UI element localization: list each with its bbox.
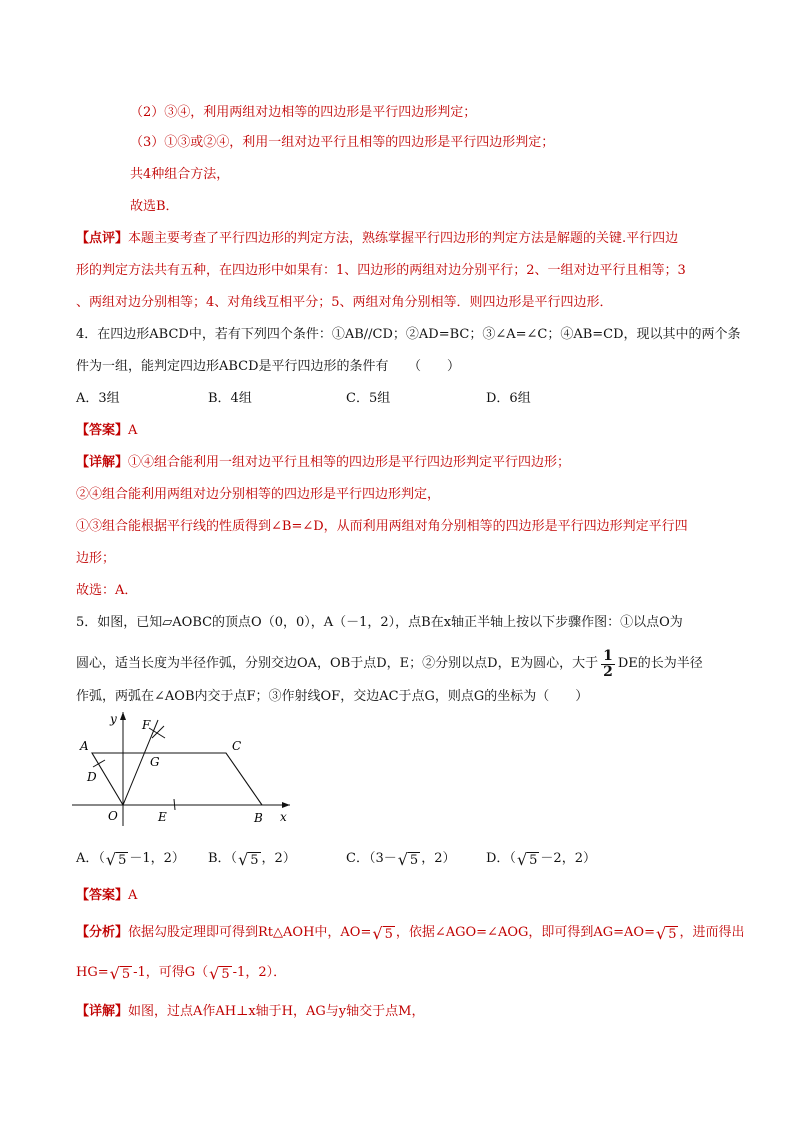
q5-option-c — [346, 850, 455, 868]
q4-detail-text-1: ①④组合能利用一组对边平行且相等的四边形是平行四边形判定平行四边形； — [128, 455, 571, 470]
radicand: 5 — [250, 853, 259, 868]
q5-analysis-line-2 — [76, 964, 286, 982]
q4-option-a: A．3组 — [76, 391, 120, 406]
q5-option-c-pre: C．（3－ — [346, 851, 397, 866]
q5-option-b-pre: B．（ — [208, 851, 238, 866]
sqrt-symbol: √ 5 — [372, 924, 393, 943]
q5-stem-line-2-text-a: 圆心，适当长度为半径作弧，分别交边OA，OB于点D，E；②分别以点D，E为圆心，大于 — [76, 656, 599, 671]
q5-option-a — [76, 850, 185, 868]
sqrt-symbol: √ 5 — [516, 850, 538, 869]
q5-stem-line-2-text-b: DE的长为半径 — [617, 656, 703, 671]
q5-option-c-post: ，2） — [421, 851, 456, 866]
label-g: G — [150, 755, 160, 769]
comment-text-1: 本题主要考查了平行四边形的判定方法，熟练掌握平行四边形的判定方法是解题的关键.平行四边 — [128, 231, 679, 246]
label-a: A — [80, 739, 89, 753]
parallelogram-figure — [60, 708, 300, 832]
q4-answer-tag: 【答案】 — [76, 423, 129, 438]
q5-detail-line-1 — [76, 1003, 424, 1021]
sqrt-symbol: √ 5 — [397, 850, 419, 869]
q5-stem-line-3: 作弧，两弧在∠AOB内交于点F；③作射线OF，交边AC于点G，则点G的坐标为（ ） — [76, 689, 589, 704]
q5-option-a-pre: A．（ — [76, 851, 105, 866]
q4-detail-line-2: ②④组合能利用两组对边分别相等的四边形是平行四边形判定， — [76, 487, 441, 502]
q5-answer — [76, 887, 137, 905]
comment-line-3: 、两组对边分别相等；4、对角线互相平分；5、两组对角分别相等．则四边形是平行四边形． — [76, 295, 613, 310]
label-f: F — [142, 718, 151, 732]
q4-stem-line-2: 件为一组，能判定四边形ABCD是平行四边形的条件有 （ ） — [76, 359, 461, 374]
q5-detail-tag: 【详解】 — [76, 1004, 129, 1019]
comment-line-1 — [76, 230, 678, 248]
radicand: 5 — [118, 853, 127, 868]
q5-analysis-2a: HG= — [76, 965, 109, 980]
sqrt-symbol: √ 5 — [656, 924, 677, 943]
label-c: C — [232, 739, 242, 753]
parallelogram-outline — [92, 753, 262, 805]
radicand: 5 — [409, 853, 419, 868]
q5-detail-text-1: 如图，过点A作AH⊥x轴于H，AG与y轴交于点M， — [128, 1004, 425, 1019]
q5-analysis-1b: ，依据∠AGO=∠AOG，即可得到AG=AO= — [395, 925, 655, 940]
q4-answer-value: A — [128, 423, 138, 438]
q4-detail-line-4: 边形； — [76, 551, 116, 566]
q4-conclusion: 故选：A． — [76, 583, 138, 598]
y-axis-arrow-icon — [120, 712, 126, 720]
sqrt-symbol: √ 5 — [109, 964, 131, 983]
sqrt-symbol: √ 5 — [209, 964, 230, 983]
label-e: E — [158, 810, 167, 824]
comment-tag: 【点评】 — [76, 231, 129, 246]
q4-stem-line-1: 4．在四边形ABCD中，若有下列四个条件：①AB//CD；②AD=BC；③∠A=∠C；④AB=CD，现以其中的两个条 — [76, 327, 741, 342]
q5-option-a-post: －1，2） — [129, 851, 185, 866]
arc-mark-e — [174, 799, 175, 810]
fraction-denominator: 2 — [603, 663, 613, 680]
q5-stem-line-2 — [76, 646, 703, 682]
prev-solution-line-3: （3）①③或②④，利用一组对边平行且相等的四边形是平行四边形判定； — [130, 135, 555, 150]
sqrt-symbol: √ 5 — [238, 850, 259, 869]
radicand: 5 — [529, 853, 538, 868]
q5-answer-value: A — [128, 888, 138, 903]
q5-answer-tag: 【答案】 — [76, 888, 129, 903]
label-y: y — [110, 712, 117, 726]
prev-solution-line-4: 共4种组合方法， — [130, 167, 230, 182]
q5-analysis-1a: 依据勾股定理即可得到Rt△AOH中，AO= — [128, 925, 372, 940]
q5-stem-line-1: 5．如图，已知▱AOBC的顶点O（0，0），A（－1，2），点B在x轴正半轴上按以下步骤作图：①以点O为 — [76, 615, 683, 630]
q5-option-b-post: ，2） — [261, 851, 296, 866]
q4-detail-line-3: ①③组合能根据平行线的性质得到∠B=∠D，从而利用两组对角分别相等的四边形是平行四边形判定平行四 — [76, 519, 688, 534]
q4-option-c: C．5组 — [346, 391, 391, 406]
q4-detail-line-1 — [76, 454, 570, 472]
comment-line-2: 形的判定方法共有五种，在四边形中如果有：1、四边形的两组对边分别平行；2、一组对边平行且相等；3 — [76, 263, 686, 278]
prev-solution-line-2: （2）③④，利用两组对边相等的四边形是平行四边形判定； — [130, 105, 477, 120]
fraction-one-half — [601, 649, 615, 680]
q4-detail-tag: 【详解】 — [76, 455, 129, 470]
q4-option-d: D．6组 — [486, 391, 531, 406]
q5-option-d-post: －2，2） — [540, 851, 596, 866]
q5-analysis-tag: 【分析】 — [76, 925, 129, 940]
q4-answer — [76, 422, 137, 440]
radicand: 5 — [121, 967, 131, 982]
radicand: 5 — [384, 927, 393, 942]
q5-analysis-line-1 — [76, 924, 745, 942]
label-x: x — [280, 810, 287, 824]
q5-analysis-2b: -1，可得G（ — [133, 965, 209, 980]
fraction-numerator: 1 — [603, 647, 613, 664]
q5-analysis-1c: ，进而得出 — [679, 925, 745, 940]
radicand: 5 — [221, 967, 230, 982]
x-axis-arrow-icon — [282, 802, 290, 808]
q4-option-b: B．4组 — [208, 391, 252, 406]
q5-analysis-2c: -1，2）． — [232, 965, 287, 980]
radicand: 5 — [668, 927, 677, 942]
arc-mark-d — [93, 760, 105, 767]
label-b: B — [254, 811, 263, 825]
label-d: D — [87, 770, 97, 784]
q5-option-d — [486, 850, 596, 868]
sqrt-symbol: √ 5 — [105, 850, 127, 869]
prev-solution-line-5: 故选B． — [130, 199, 179, 214]
q5-option-d-pre: D．（ — [486, 851, 516, 866]
q5-option-b — [208, 850, 296, 868]
label-o: O — [108, 809, 118, 823]
